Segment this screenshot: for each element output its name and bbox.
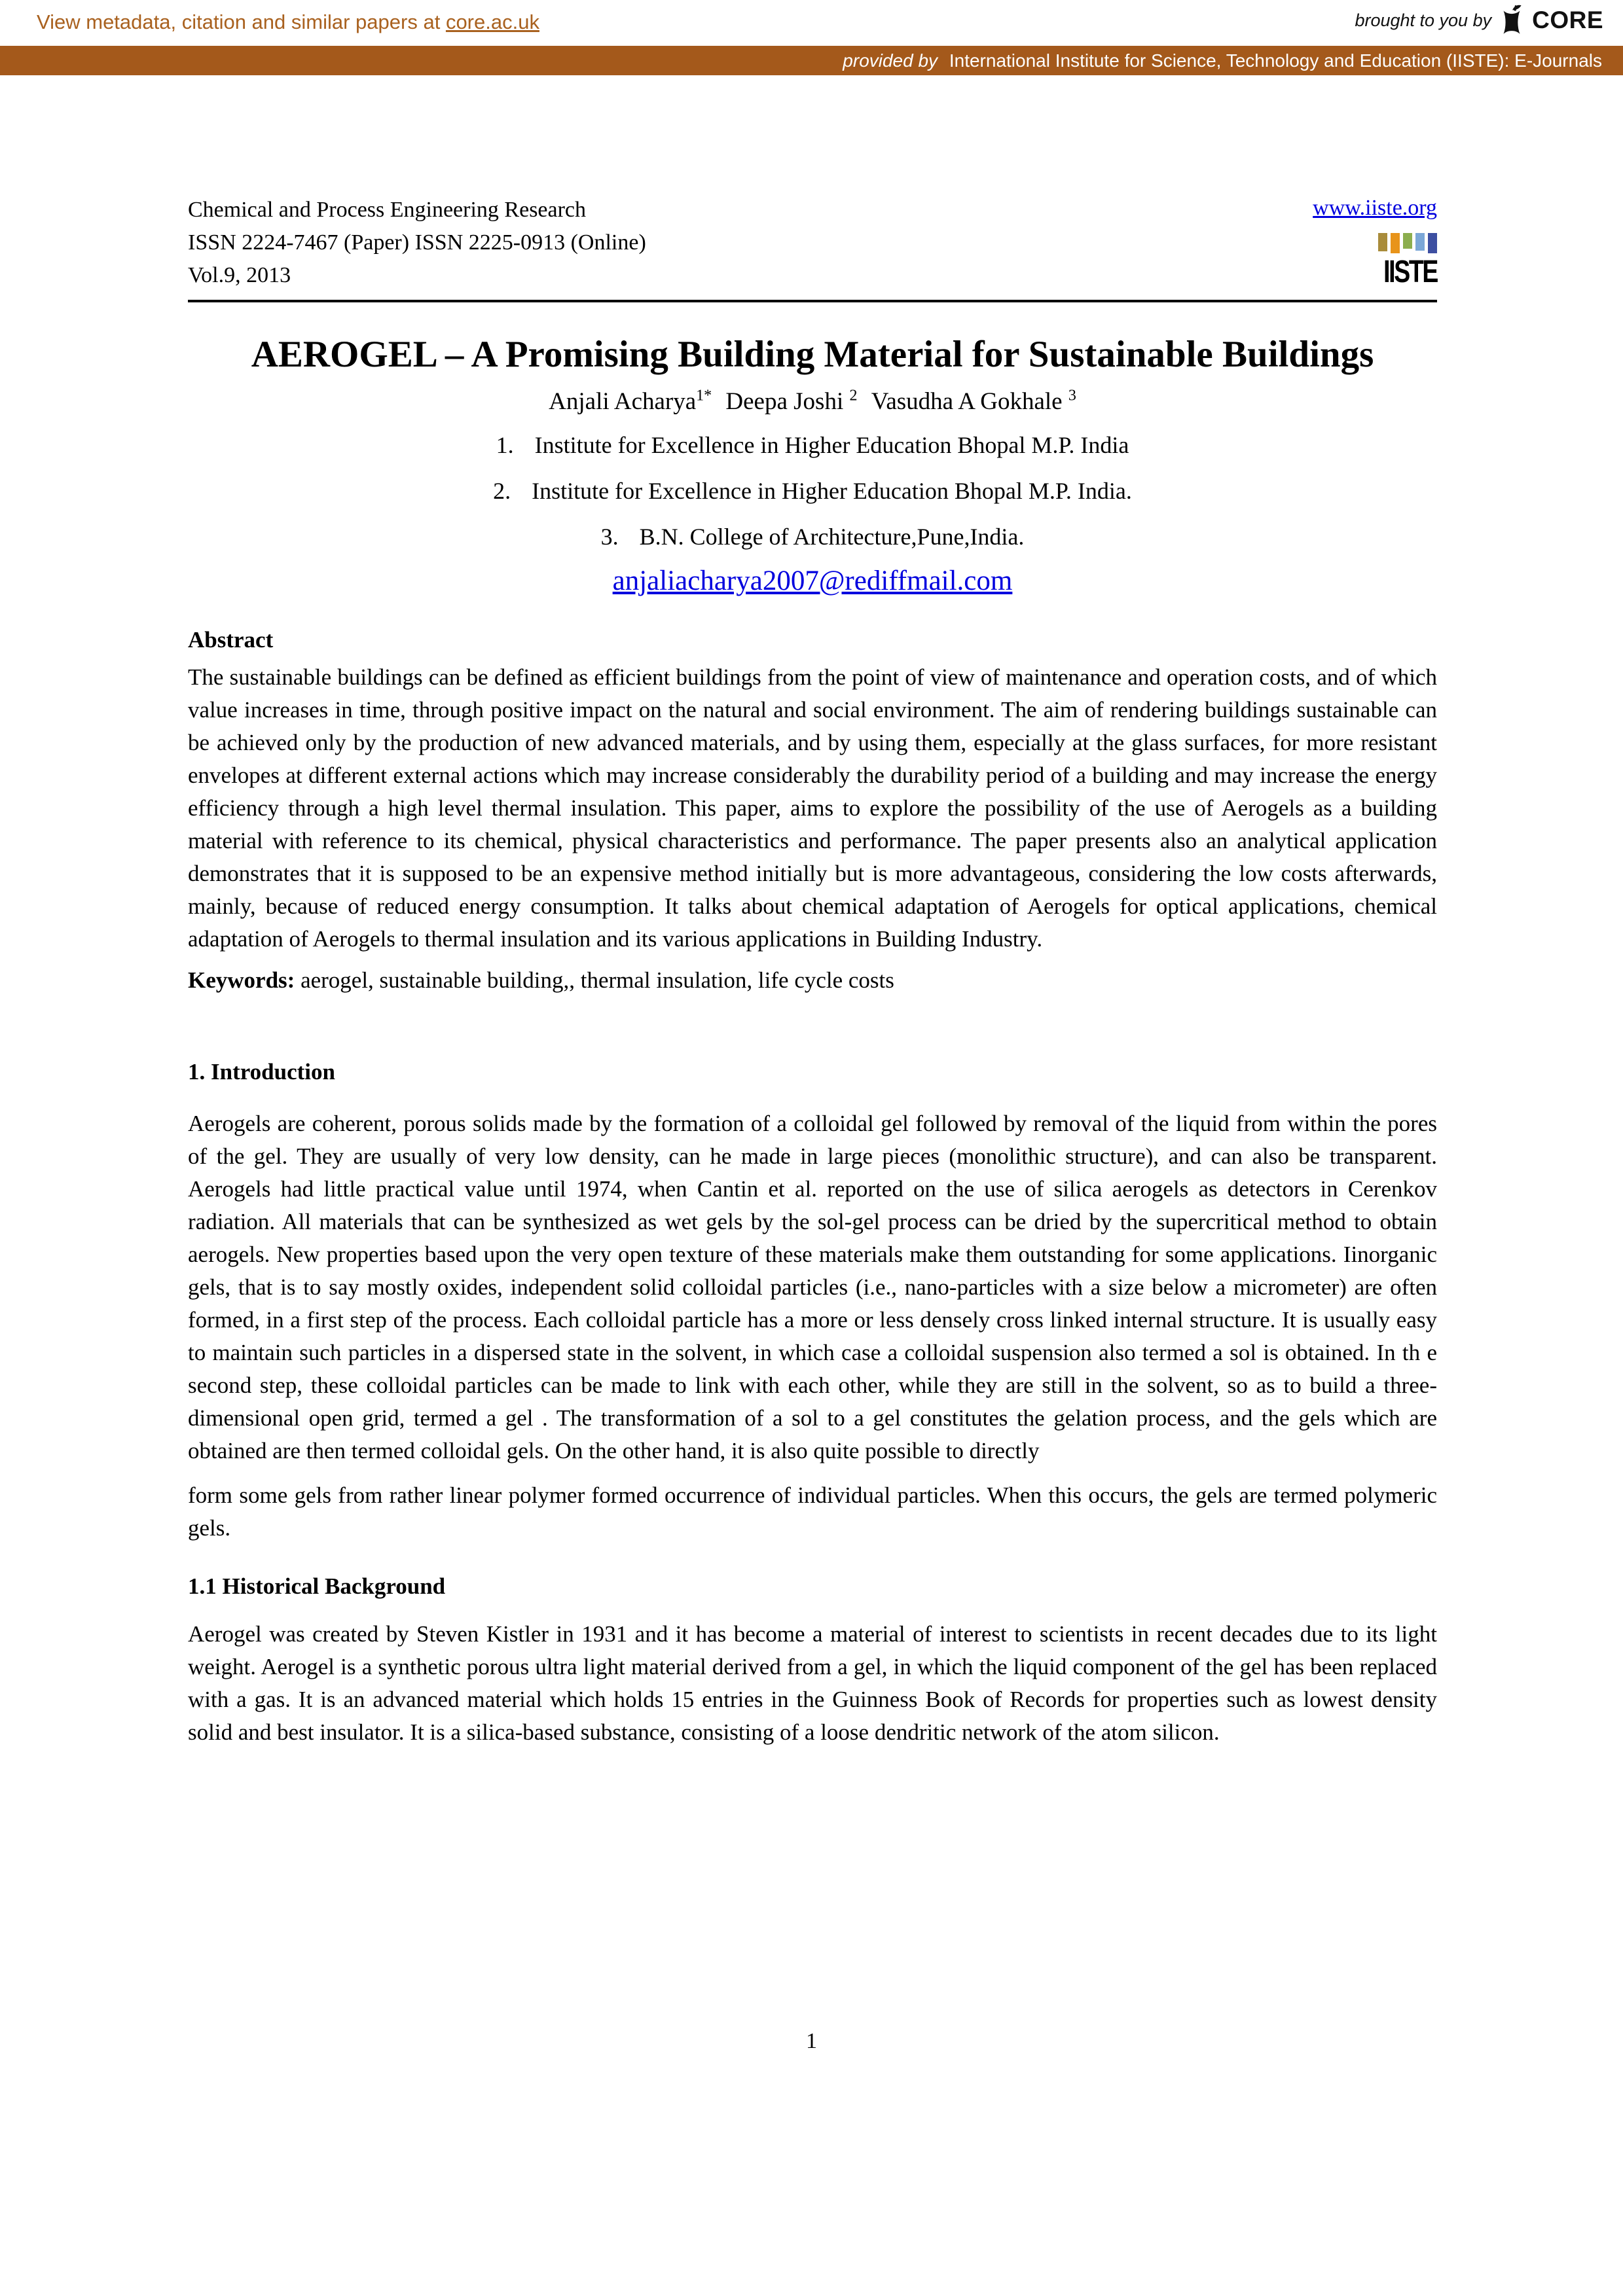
- iiste-wordmark: IISTE: [1383, 255, 1437, 289]
- journal-volume: Vol.9, 2013: [188, 263, 291, 287]
- section-heading-historical-background: 1.1 Historical Background: [188, 1573, 446, 1600]
- paper-title: AEROGEL – A Promising Building Material for Sustainable Buildings: [251, 334, 1374, 375]
- affiliation-item: [188, 477, 1437, 505]
- affiliation-list: [188, 431, 1437, 550]
- affiliation-number: 3.: [600, 524, 619, 550]
- iiste-logo: [1368, 233, 1437, 288]
- provided-by-bar: [0, 46, 1623, 75]
- journal-header-left: [188, 194, 646, 292]
- affiliation-text: Institute for Excellence in Higher Education Bhopal M.P. India: [534, 432, 1129, 459]
- introduction-paragraph-1: Aerogels are coherent, porous solids made by the formation of a colloidal gel followed by removal of the liquid from within the pores of the gel. They are usually of very low density, can he made in large pieces (monolithic structure), and can also be transparent. Aerogels had little practical value until 1974, when Cantin et al. reported on the use of silica aerogels as detectors in Cerenkov radiation. All materials that can be synthesized as wet gels by the sol-gel process can be dried by the supercritical method to obtain aerogels. New properties based upon the very open texture of these materials make them outstanding for some applications. Iinorganic gels, that is to say mostly oxides, independent solid colloidal particles (i.e., nano-particles with a size below a micrometer) are often formed, in a first step of the process. Each colloidal particle has a more or less densely cross linked internal structure. It is usually easy to maintain such particles in a dispersed state in the solvent, in which case a colloidal suspension also termed a sol is obtained. In th e second step, these colloidal particles can be made to link with each other, while they are still in the solvent, so as to build a three-dimensional open grid, termed a gel . The transformation of a sol to a gel constitutes the gelation process, and the gels which are obtained are then termed colloidal gels. On the other hand, it is also quite possible to directly: [188, 1111, 1437, 1464]
- author-name: Deepa Joshi: [725, 388, 844, 416]
- provided-by-label: provided by: [843, 50, 938, 71]
- provided-by-text: International Institute for Science, Technology and Education (IISTE): E-Journals: [949, 50, 1602, 71]
- author-name: Anjali Acharya: [549, 388, 697, 416]
- core-metadata-note: [37, 10, 539, 34]
- logo-bar: [1415, 233, 1425, 251]
- logo-bar: [1378, 233, 1387, 251]
- brought-by-label: brought to you by: [1355, 10, 1492, 30]
- author-name: Vasudha A Gokhale: [871, 388, 1063, 416]
- author-superscript: 1*: [696, 387, 712, 404]
- author-superscript: 2: [849, 387, 858, 404]
- provided-by-line: [843, 50, 1602, 71]
- affiliation-number: 2.: [493, 478, 511, 505]
- affiliation-text: B.N. College of Architecture,Pune,India.: [639, 524, 1025, 550]
- logo-bar: [1428, 233, 1437, 253]
- email-link[interactable]: anjaliacharya2007@rediffmail.com: [612, 565, 1013, 597]
- keywords-text: aerogel, sustainable building,, thermal insulation, life cycle costs: [295, 967, 894, 994]
- author-superscript: 3: [1068, 387, 1076, 404]
- abstract-paragraph: The sustainable buildings can be defined as efficient buildings from the point of view of maintenance and operation costs, and of which value increases in time, through positive impact on the natural and social environment. The aim of rendering buildings sustainable can be achieved only by the production of new advanced materials, and by using them, especially at the glass surfaces, for more resistant envelopes at different external actions which may increase considerably the durability period of a building and may increase the energy efficiency through a high level thermal insulation. This paper, aims to explore the possibility of the use of Aerogels as a building material with reference to its chemical, physical characteristics and performance. The paper presents also an analytical application demonstrates that it is supposed to be an expensive method initially but is more advantageous, considering the low costs afterwards, mainly, because of reduced energy consumption. It talks about chemical adaptation of Aerogels for optical applications, chemical adaptation of Aerogels to thermal insulation and its various applications in Building Industry.: [188, 664, 1437, 952]
- affiliation-item: [188, 523, 1437, 550]
- author: [725, 388, 857, 415]
- section-heading-introduction: 1. Introduction: [188, 1059, 335, 1085]
- core-wordmark[interactable]: CORE: [1532, 7, 1603, 33]
- page-number: 1: [806, 2029, 817, 2053]
- author: [871, 388, 1076, 415]
- email-line: [188, 565, 1437, 597]
- journal-issn: ISSN 2224-7467 (Paper) ISSN 2225-0913 (Online): [188, 230, 646, 255]
- keywords-line: [188, 967, 1437, 994]
- header-divider: [188, 300, 1437, 302]
- historical-background-paragraph: Aerogel was created by Steven Kistler in 1931 and it has become a material of interest to scientists in recent decades due to its light weight. Aerogel is a synthetic porous ultra light material derived from a gel, in which the liquid component of the gel has been replaced with a gas. It is an advanced material which holds 15 entries in the Guinness Book of Records for properties such as lowest density solid and best insulator. It is a silica-based substance, consisting of a loose dendritic network of the atom silicon.: [188, 1621, 1437, 1746]
- author-list: [188, 387, 1437, 416]
- core-logo-icon: [1498, 4, 1525, 37]
- abstract-heading: Abstract: [188, 627, 274, 653]
- article-page-content: [188, 194, 1437, 1749]
- journal-header-right: [1313, 194, 1437, 288]
- journal-name: Chemical and Process Engineering Research: [188, 198, 587, 222]
- affiliation-text: Institute for Excellence in Higher Education Bhopal M.P. India.: [532, 478, 1132, 505]
- core-metadata-text: View metadata, citation and similar papers at: [37, 10, 441, 33]
- core-link[interactable]: core.ac.uk: [445, 10, 539, 33]
- logo-bar: [1403, 233, 1412, 249]
- iiste-website-link[interactable]: www.iiste.org: [1313, 196, 1437, 220]
- author: [549, 388, 712, 415]
- introduction-paragraph-2: form some gels from rather linear polymer formed occurrence of individual particles. When this occurs, the gels are termed polymeric gels.: [188, 1482, 1437, 1541]
- iiste-logo-bars-icon: [1368, 233, 1437, 255]
- affiliation-item: [188, 431, 1437, 459]
- journal-header: [188, 194, 1437, 292]
- keywords-label: Keywords:: [188, 967, 295, 994]
- core-brought-by: [1355, 4, 1603, 37]
- affiliation-number: 1.: [496, 432, 514, 459]
- logo-bar: [1391, 233, 1400, 253]
